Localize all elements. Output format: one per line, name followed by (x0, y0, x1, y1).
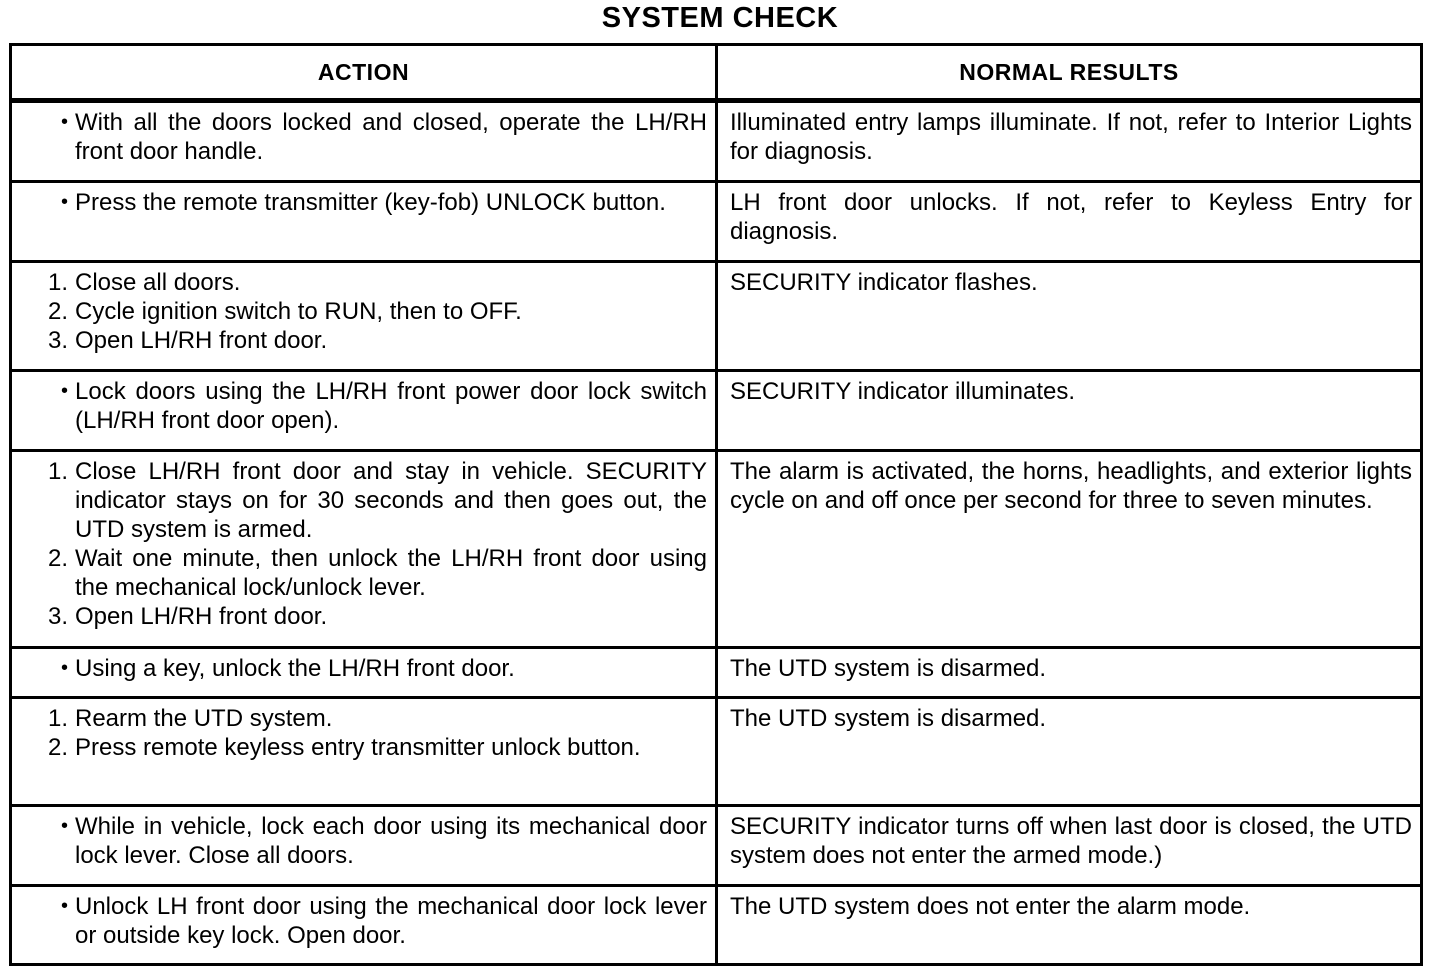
action-step-text: Cycle ignition switch to RUN, then to OFF. (75, 298, 522, 325)
step-number: 3. (47, 603, 68, 630)
action-step-list (40, 268, 707, 355)
result-cell (718, 103, 1420, 183)
action-step (40, 188, 707, 217)
result-cell (718, 699, 1420, 807)
action-step (40, 812, 707, 870)
action-step (40, 326, 707, 355)
action-step (40, 733, 707, 762)
page-title: SYSTEM CHECK (601, 2, 839, 34)
action-step (40, 108, 707, 166)
step-number: 2. (47, 545, 68, 572)
normal-result-text: LH front door unlocks. If not, refer to Keyless Entry for diagnosis. (730, 189, 1412, 245)
action-cell (12, 183, 718, 263)
action-step (40, 377, 707, 435)
action-step-text: Close all doors. (75, 269, 241, 296)
action-step-text: While in vehicle, lock each door using its mechanical door lock lever. Close all doors. (75, 813, 707, 869)
action-step-text: Press remote keyless entry transmitter unlock button. (75, 734, 641, 761)
bullet-marker: • (60, 191, 68, 213)
action-cell (12, 807, 718, 887)
action-step-text: Close LH/RH front door and stay in vehicle. SECURITY indicator stays on for 30 seconds and then goes out, the UTD system is armed. (75, 458, 707, 543)
normal-result-text: Illuminated entry lamps illuminate. If not, refer to Interior Lights for diagnosis. (730, 109, 1412, 165)
normal-result-text: SECURITY indicator turns off when last door is closed, the UTD system does not enter the armed mode.) (730, 813, 1412, 869)
step-number: 1. (47, 458, 68, 485)
action-step (40, 892, 707, 950)
action-step-list (40, 457, 707, 631)
step-number: 3. (47, 327, 68, 354)
action-step-text: Rearm the UTD system. (75, 705, 333, 732)
action-step-text: Lock doors using the LH/RH front power door lock switch (LH/RH front door open). (75, 378, 707, 434)
result-cell (718, 452, 1420, 649)
action-bullet-list (40, 108, 707, 166)
result-cell (718, 372, 1420, 452)
action-step (40, 602, 707, 631)
action-step-text: Unlock LH front door using the mechanical door lock lever or outside key lock. Open door. (75, 893, 707, 949)
action-step-text: Using a key, unlock the LH/RH front door. (75, 655, 515, 682)
normal-result-text: The UTD system is disarmed. (730, 655, 1047, 682)
action-bullet-list (40, 812, 707, 870)
step-number: 2. (47, 298, 68, 325)
bullet-marker: • (60, 380, 68, 402)
step-number: 1. (47, 269, 68, 296)
result-cell (718, 649, 1420, 699)
normal-result-text: The UTD system does not enter the alarm mode. (730, 893, 1251, 920)
action-bullet-list (40, 377, 707, 435)
action-bullet-list (40, 188, 707, 217)
result-cell (718, 183, 1420, 263)
step-number: 1. (47, 705, 68, 732)
action-cell (12, 452, 718, 649)
bullet-marker: • (60, 111, 68, 133)
action-cell (12, 699, 718, 807)
action-step-list (40, 704, 707, 762)
system-check-table (9, 43, 1423, 966)
action-step-text: Wait one minute, then unlock the LH/RH front door using the mechanical lock/unlock lever. (75, 545, 707, 601)
action-step (40, 297, 707, 326)
bullet-marker: • (60, 895, 68, 917)
action-cell (12, 103, 718, 183)
result-cell (718, 263, 1420, 372)
bullet-marker: • (60, 815, 68, 837)
action-step (40, 544, 707, 602)
normal-result-text: SECURITY indicator flashes. (730, 269, 1038, 296)
column-header-action: ACTION (12, 46, 718, 103)
action-step (40, 457, 707, 544)
action-cell (12, 372, 718, 452)
action-step-text: Open LH/RH front door. (75, 327, 328, 354)
result-cell (718, 807, 1420, 887)
action-cell (12, 887, 718, 963)
result-cell (718, 887, 1420, 963)
action-bullet-list (40, 654, 707, 683)
action-cell (12, 263, 718, 372)
step-number: 2. (47, 734, 68, 761)
normal-result-text: SECURITY indicator illuminates. (730, 378, 1076, 405)
action-step-text: Open LH/RH front door. (75, 603, 328, 630)
action-cell (12, 649, 718, 699)
action-step (40, 654, 707, 683)
action-step (40, 704, 707, 733)
action-step-text: Press the remote transmitter (key-fob) UNLOCK button. (75, 189, 666, 216)
normal-result-text: The UTD system is disarmed. (730, 705, 1047, 732)
column-header-normal-results: NORMAL RESULTS (718, 46, 1420, 103)
bullet-marker: • (60, 657, 68, 679)
normal-result-text: The alarm is activated, the horns, headlights, and exterior lights cycle on and off once per second for three to seven minutes. (730, 458, 1412, 514)
action-bullet-list (40, 892, 707, 950)
action-step-text: With all the doors locked and closed, operate the LH/RH front door handle. (75, 109, 707, 165)
action-step (40, 268, 707, 297)
